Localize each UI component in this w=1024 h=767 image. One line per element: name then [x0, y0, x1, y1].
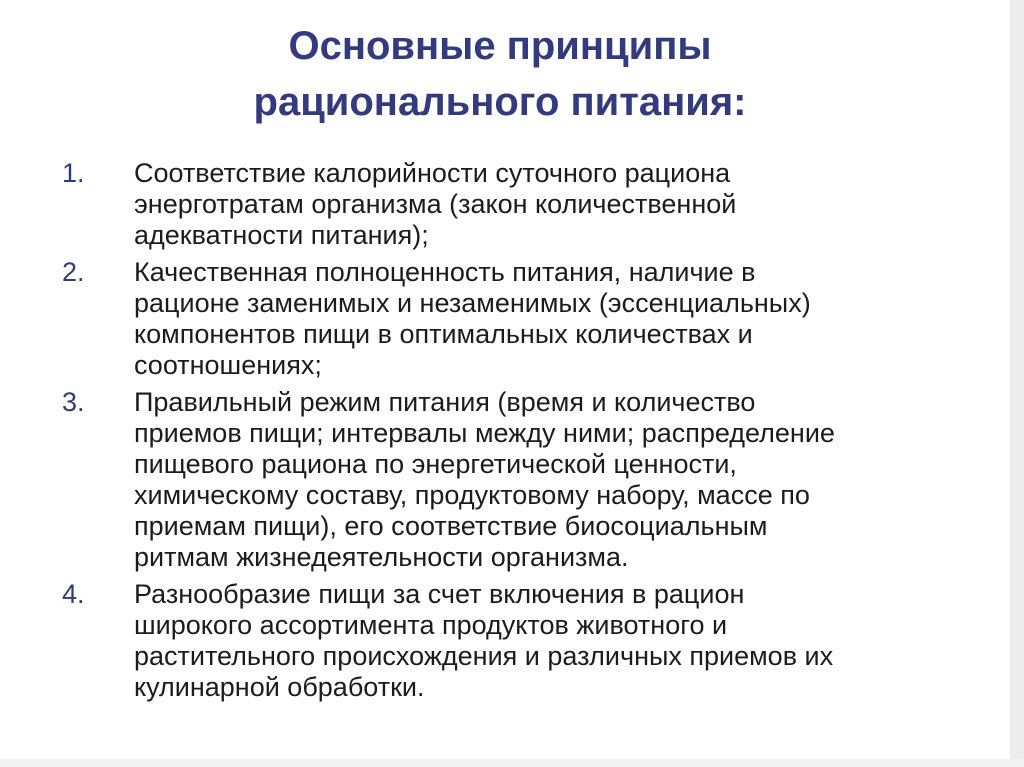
list-item-line: приемам пищи), его соответствие биосоциальным	[134, 511, 768, 541]
list-item-line: широкого ассортимента продуктов животного и	[134, 610, 728, 640]
list-item-line: Правильный режим питания (время и количество	[134, 387, 756, 417]
slide-title	[0, 18, 1000, 130]
list-item-number: 1.	[62, 158, 85, 188]
bottom-edge-strip	[0, 759, 1024, 767]
list-item-line: Разнообразие пищи за счет включения в рацион	[134, 579, 745, 609]
list-item-line: растительного происхождения и различных приемов их	[134, 641, 834, 671]
right-edge-strip	[1010, 0, 1024, 767]
list-item-text	[134, 158, 956, 251]
list-item-line: пищевого рациона по энергетической ценности,	[134, 449, 737, 479]
list-item-number: 4.	[62, 579, 85, 609]
slide-title-line-2: рационального питания:	[253, 80, 747, 124]
list-item-line: Качественная полноценность питания, наличие в	[134, 257, 756, 287]
list-item-number: 3.	[62, 387, 85, 417]
list-item-line: ритмам жизнедеятельности организма.	[134, 542, 629, 572]
list-item-text	[134, 387, 956, 573]
list-item-line: адекватности питания);	[134, 220, 429, 250]
principles-list	[56, 158, 956, 709]
list-item-text	[134, 257, 956, 381]
slide-title-line-1: Основные принципы	[288, 24, 712, 68]
list-item-line: соотношениях;	[134, 350, 322, 380]
list-item	[56, 158, 956, 251]
list-item-text	[134, 579, 956, 703]
list-item-line: Соответствие калорийности суточного рациона	[134, 158, 731, 188]
list-item-line: химическому составу, продуктовому набору, массе по	[134, 480, 810, 510]
list-item-line: рационе заменимых и незаменимых (эссенциальных)	[134, 288, 811, 318]
list-item-line: компонентов пищи в оптимальных количествах и	[134, 319, 753, 349]
list-item-line: кулинарной обработки.	[134, 672, 425, 702]
list-item	[56, 387, 956, 573]
list-item	[56, 257, 956, 381]
list-item-number: 2.	[62, 257, 85, 287]
list-item-line: приемов пищи; интервалы между ними; распределение	[134, 418, 835, 448]
list-item	[56, 579, 956, 703]
list-item-line: энерготратам организма (закон количественной	[134, 189, 737, 219]
